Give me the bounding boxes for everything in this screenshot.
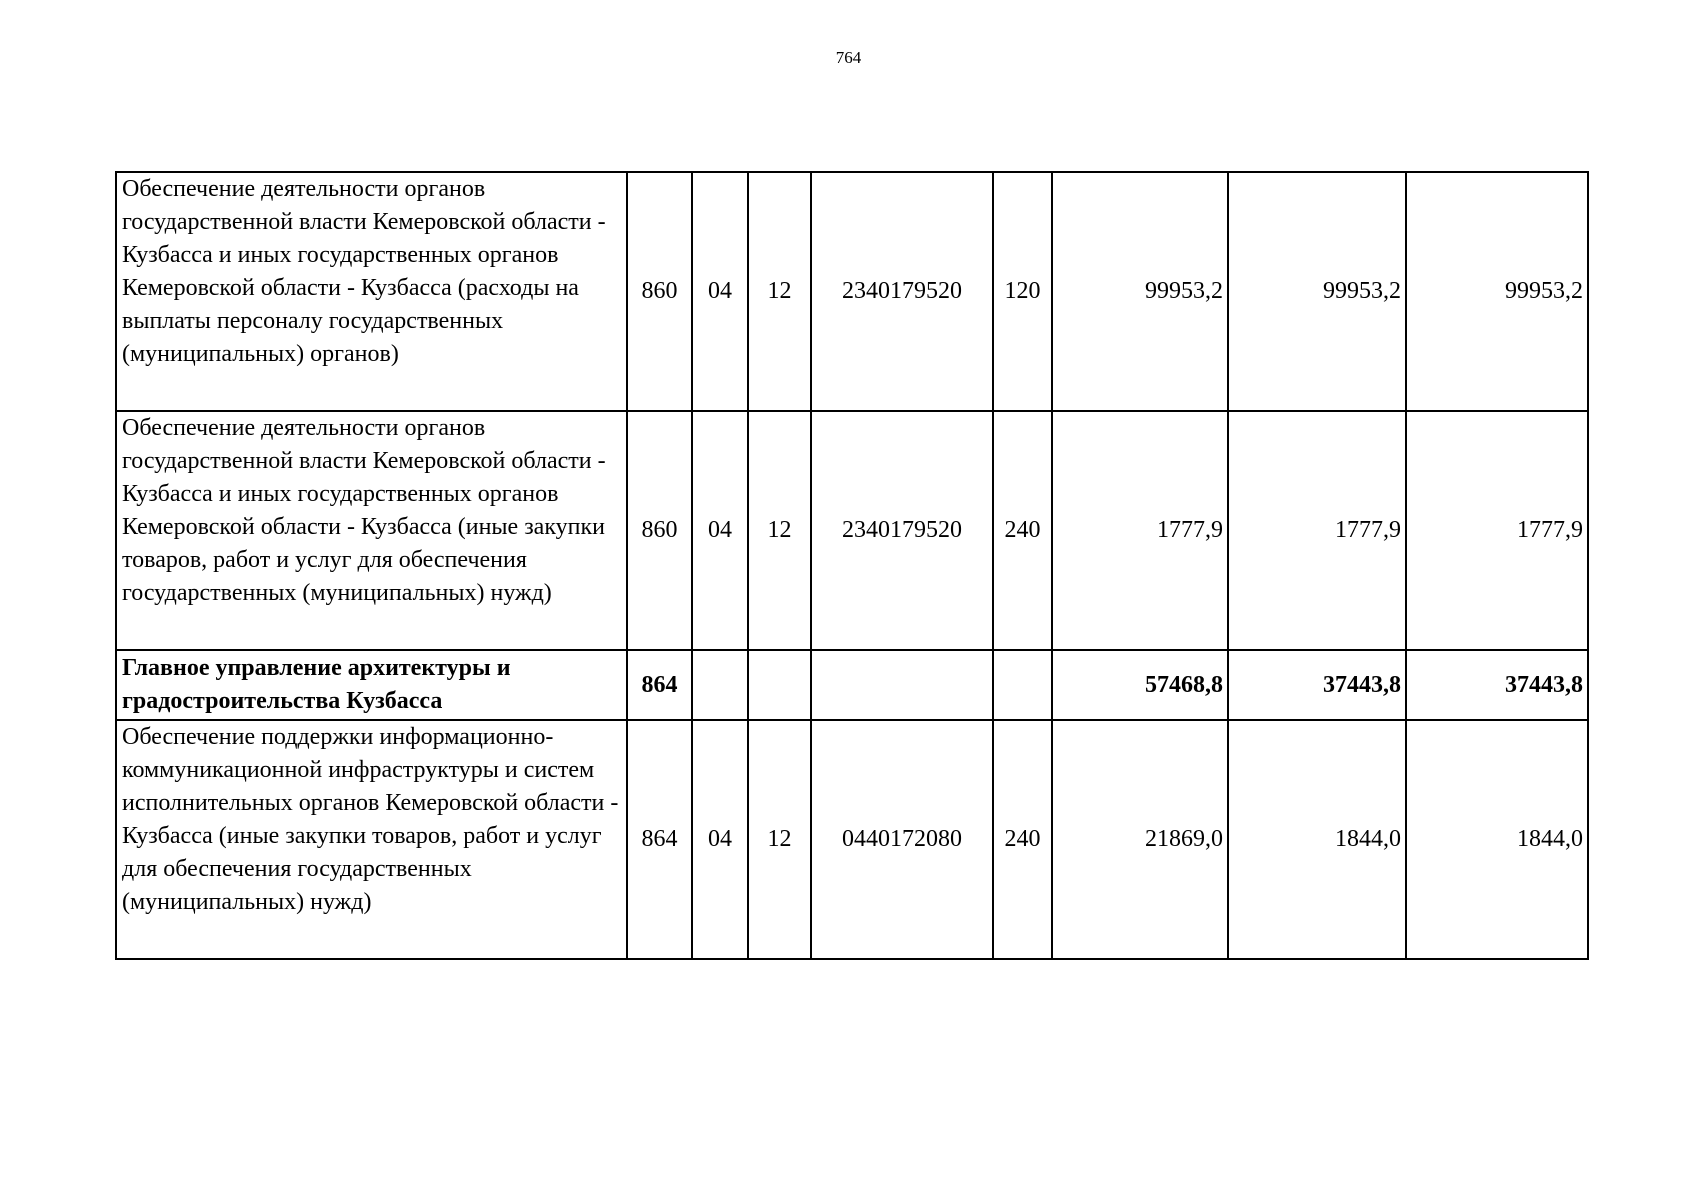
amount-year-3: 99953,2 — [1406, 172, 1588, 411]
section-code — [692, 650, 748, 720]
row-name: Обеспечение деятельности органов государственной власти Кемеровской области - Кузбасса и иных государственных органов Кемеровской области - Кузбасса (иные закупки товаров, работ и услуг для обеспечения государственных (муниципальных) нужд) — [116, 411, 627, 650]
amount-year-2: 37443,8 — [1228, 650, 1406, 720]
subsection-code — [748, 650, 811, 720]
budget-table — [115, 171, 1589, 960]
row-name: Обеспечение поддержки информационно-коммуникационной инфраструктуры и систем исполнительных органов Кемеровской области - Кузбасса (иные закупки товаров, работ и услуг для обеспечения государственных (муниципальных) нужд) — [116, 720, 627, 959]
section-code: 04 — [692, 411, 748, 650]
ministry-code: 860 — [627, 411, 692, 650]
section-code: 04 — [692, 720, 748, 959]
table-row — [116, 411, 1588, 650]
row-name: Главное управление архитектуры и градостроительства Кузбасса — [116, 650, 627, 720]
target-article-code: 0440172080 — [811, 720, 993, 959]
expense-type-code: 240 — [993, 720, 1052, 959]
amount-year-2: 99953,2 — [1228, 172, 1406, 411]
row-name: Обеспечение деятельности органов государственной власти Кемеровской области - Кузбасса и иных государственных органов Кемеровской области - Кузбасса (расходы на выплаты персоналу государственных (муниципальных) органов) — [116, 172, 627, 411]
subsection-code: 12 — [748, 411, 811, 650]
amount-year-3: 1844,0 — [1406, 720, 1588, 959]
amount-year-1: 57468,8 — [1052, 650, 1228, 720]
ministry-code: 860 — [627, 172, 692, 411]
amount-year-1: 1777,9 — [1052, 411, 1228, 650]
amount-year-3: 1777,9 — [1406, 411, 1588, 650]
target-article-code — [811, 650, 993, 720]
page-number: 764 — [835, 48, 862, 67]
target-article-code: 2340179520 — [811, 411, 993, 650]
section-code: 04 — [692, 172, 748, 411]
amount-year-3: 37443,8 — [1406, 650, 1588, 720]
amount-year-2: 1777,9 — [1228, 411, 1406, 650]
expense-type-code: 240 — [993, 411, 1052, 650]
amount-year-1: 99953,2 — [1052, 172, 1228, 411]
expense-type-code: 120 — [993, 172, 1052, 411]
target-article-code: 2340179520 — [811, 172, 993, 411]
table-row — [116, 172, 1588, 411]
table-row — [116, 720, 1588, 959]
subsection-code: 12 — [748, 172, 811, 411]
amount-year-1: 21869,0 — [1052, 720, 1228, 959]
table-row-total — [116, 650, 1588, 720]
amount-year-2: 1844,0 — [1228, 720, 1406, 959]
subsection-code: 12 — [748, 720, 811, 959]
ministry-code: 864 — [627, 720, 692, 959]
expense-type-code — [993, 650, 1052, 720]
ministry-code: 864 — [627, 650, 692, 720]
